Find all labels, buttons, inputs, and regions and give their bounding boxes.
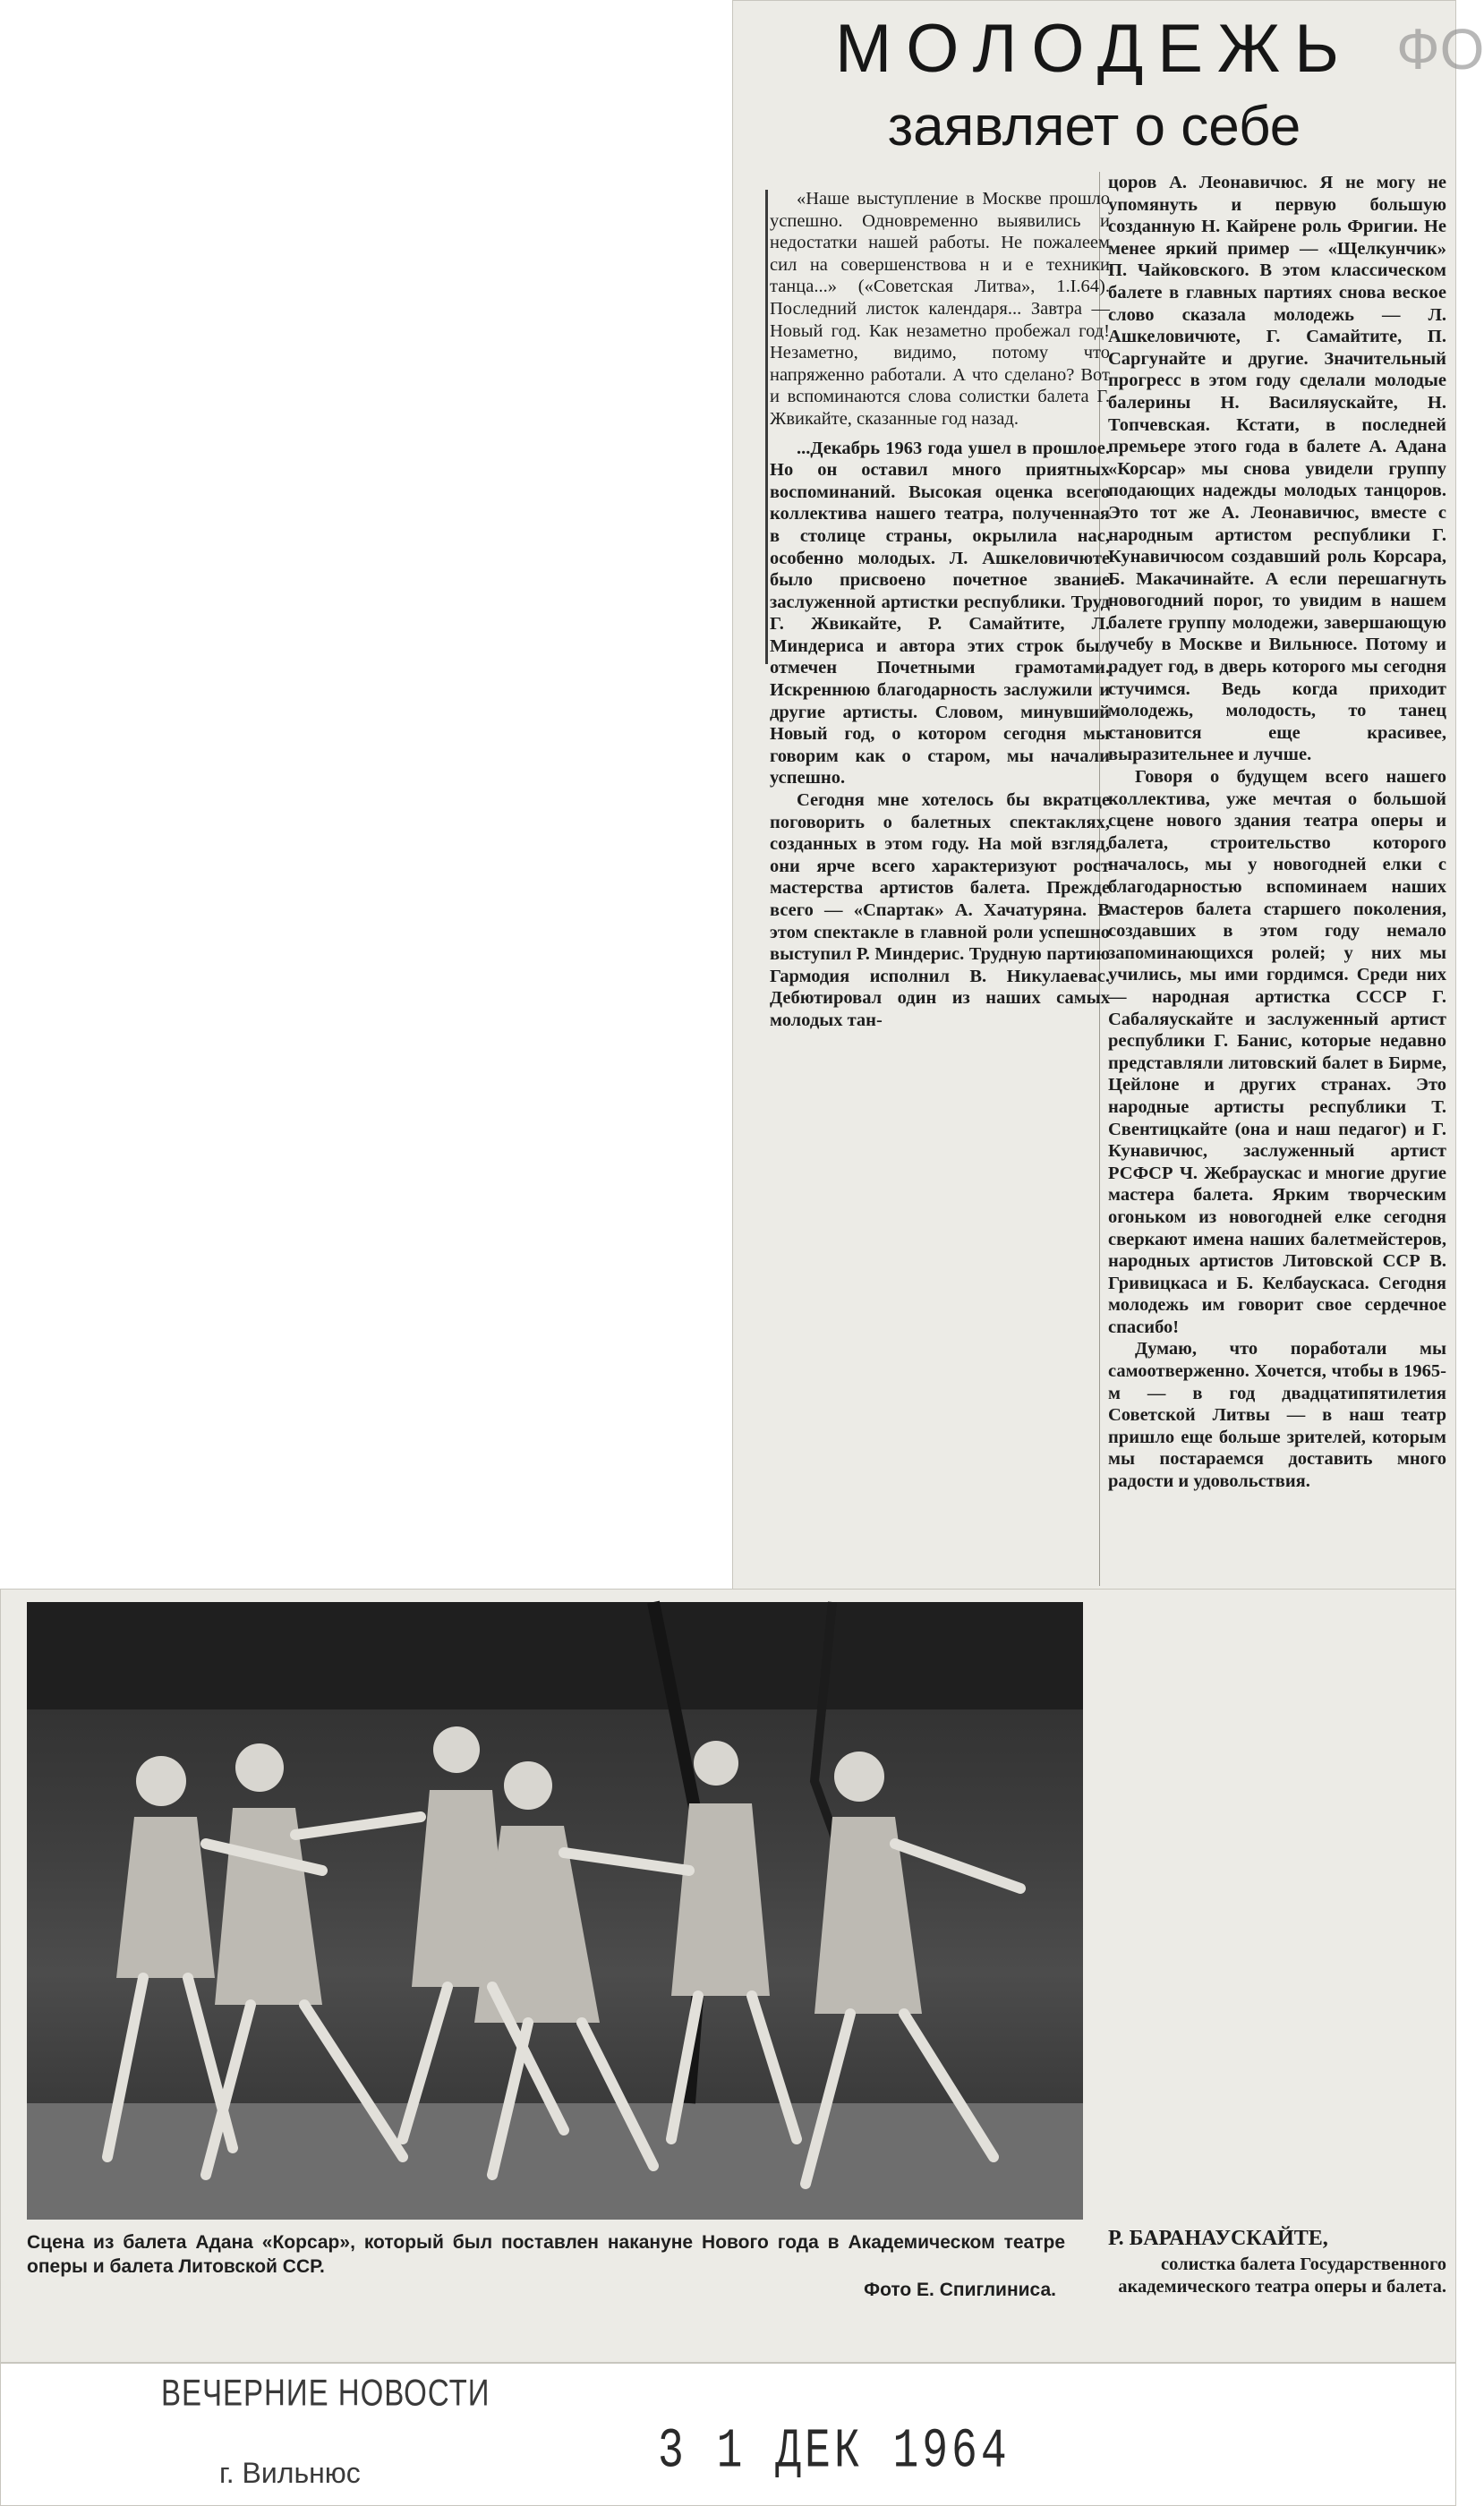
article-paragraph: Говоря о будущем всего нашего коллектива, уже мечтая о большой сцене нового здания театра оперы и балета, строительство которого началось, мы у новогодней елки с благодарностью вспоминаем наших мастеров балета старшего поколения, создавших в этом году немало запоминающихся ролей; у них мы учились, мы ими гордимся. Среди них — народная артистка СССР Г. Сабаляускайте и заслуженный артист республики Г. Банис, которые недавно представляли литовский балет в Бирме, Цейлоне и других странах. Это народные артисты республики Т. Свентицкайте (она и наш педагог) и Г. Кунавичюс, заслуженный артист РСФСР Ч. Жебраускас и многие другие мастера балета. Ярким творческим огоньком из новогодней елке сегодня сверкают имена наших балетмейстеров, народных артистов Литовской ССР В. Гривицкаса и Б. Келбаускаса. Сегодня молодежь им говорит свое сердечное спасибо!	[1108, 767, 1446, 1337]
article-column-left	[770, 188, 1110, 1032]
stamp-newspaper: ВЕЧЕРНИЕ НОВОСТИ	[161, 2372, 490, 2414]
article-lead: «Наше выступление в Москве прошло успешно. Одновременно выявились и недостатки нашей работы. Не пожалеем сил на совершенствова н и е техники танца...» («Советская Литва», 1.I.64). Последний листок календаря... Завтра — Новый год. Как незаметно пробежал год! Незаметно, видимо, потому что напряженно работали. А что сделано? Вот и вспоминаются слова солистки балета Г. Жвикайте, сказанные год назад.	[770, 189, 1110, 429]
article-paragraph: цоров А. Леонавичюс. Я не могу не упомянуть и первую большую созданную Н. Кайрене роль Фригии. Не менее яркий пример — «Щелкунчик» П. Чайковского. В этом классическом балете в главных партиях снова веское слово сказала молодежь — Л. Ашкеловичюте, Г. Самайтите, П. Саргунайте и другие. Значительный прогресс в этом году сделали молодые балерины Н. Василяускайте, Н. Топчевская. Кстати, в последней премьере этого года в балете А. Адана «Корсар» мы снова увидели группу подающих надежды молодых танцоров. Это тот же А. Леонавичюс, вместе с народным артистом республики Г. Кунавичюсом создавший роль Корсара, Б. Макачинайте. А если перешагнуть новогодний порог, то увидим в нашем балете группу молодежи, завершающую учебу в Москве и Вильнюсе. Потому и радует год, в дверь которого мы сегодня стучимся. Ведь когда приходит молодежь, молодость, то танец становится еще красивее, выразительнее и лучше.	[1108, 173, 1446, 765]
article-paragraph: Сегодня мне хотелось бы вкратце поговорить о балетных спектаклях, созданных в этом году. На мой взгляд, они ярче всего характеризуют рост мастерства артистов балета. Прежде всего — «Спартак» А. Хачатуряна. В этом спектакле в главной роли успешно выступил Р. Миндерис. Трудную партию Гармодия исполнил В. Никулаевас. Дебютировал один из наших самых молодых тан-	[770, 790, 1110, 1030]
author-name: Р. БАРАНАУСКАЙТЕ,	[1108, 2227, 1328, 2250]
lead-rule	[765, 190, 768, 664]
ballet-photo	[27, 1602, 1083, 2220]
author-title: солистка балета Государственного академического театра оперы и балета.	[1118, 2255, 1446, 2297]
article-column-right	[1108, 172, 1446, 1493]
headline-subtitle: заявляет о себе	[887, 96, 1301, 158]
photo-caption: Сцена из балета Адана «Корсар», который был поставлен накануне Нового года в Академическом театре оперы и балета Литовской ССР.	[27, 2232, 1065, 2277]
headline-title: МОЛОДЕЖЬ	[834, 11, 1354, 87]
stamp-date: 3 1 ДЕК 1964	[658, 2421, 1011, 2485]
adjacent-headline-fragment: ФО	[1396, 17, 1484, 81]
article-paragraph: ...Декабрь 1963 года ушел в прошлое. Но он оставил много приятных воспоминаний. Высокая оценка всего коллектива нашего театра, полученная в столице страны, окрылила нас, особенно молодых. Л. Ашкеловичюте было присвоено почетное звание заслуженной артистки республики. Труд Г. Жвикайте, Р. Самайтите, Л. Миндериса и автора этих строк был отмечен Почетными грамотами. Искреннюю благодарность заслужили и другие артисты. Словом, минувший Новый год, о котором сегодня мы говорим как о старом, мы начали успешно.	[770, 438, 1110, 788]
ballet-scene-illustration	[27, 1602, 1083, 2220]
photo-credit: Фото Е. Спиглиниса.	[864, 2280, 1056, 2300]
article-paragraph: Думаю, что поработали мы самоотверженно. Хочется, чтобы в 1965-м — в год двадцатипятилетия Советской Литвы — в наш театр пришло еще больше зрителей, которым мы постараемся доставить много радости и удовольствия.	[1108, 1339, 1446, 1492]
stamp-city: г. Вильнюс	[219, 2457, 361, 2489]
headline	[732, 9, 1484, 161]
